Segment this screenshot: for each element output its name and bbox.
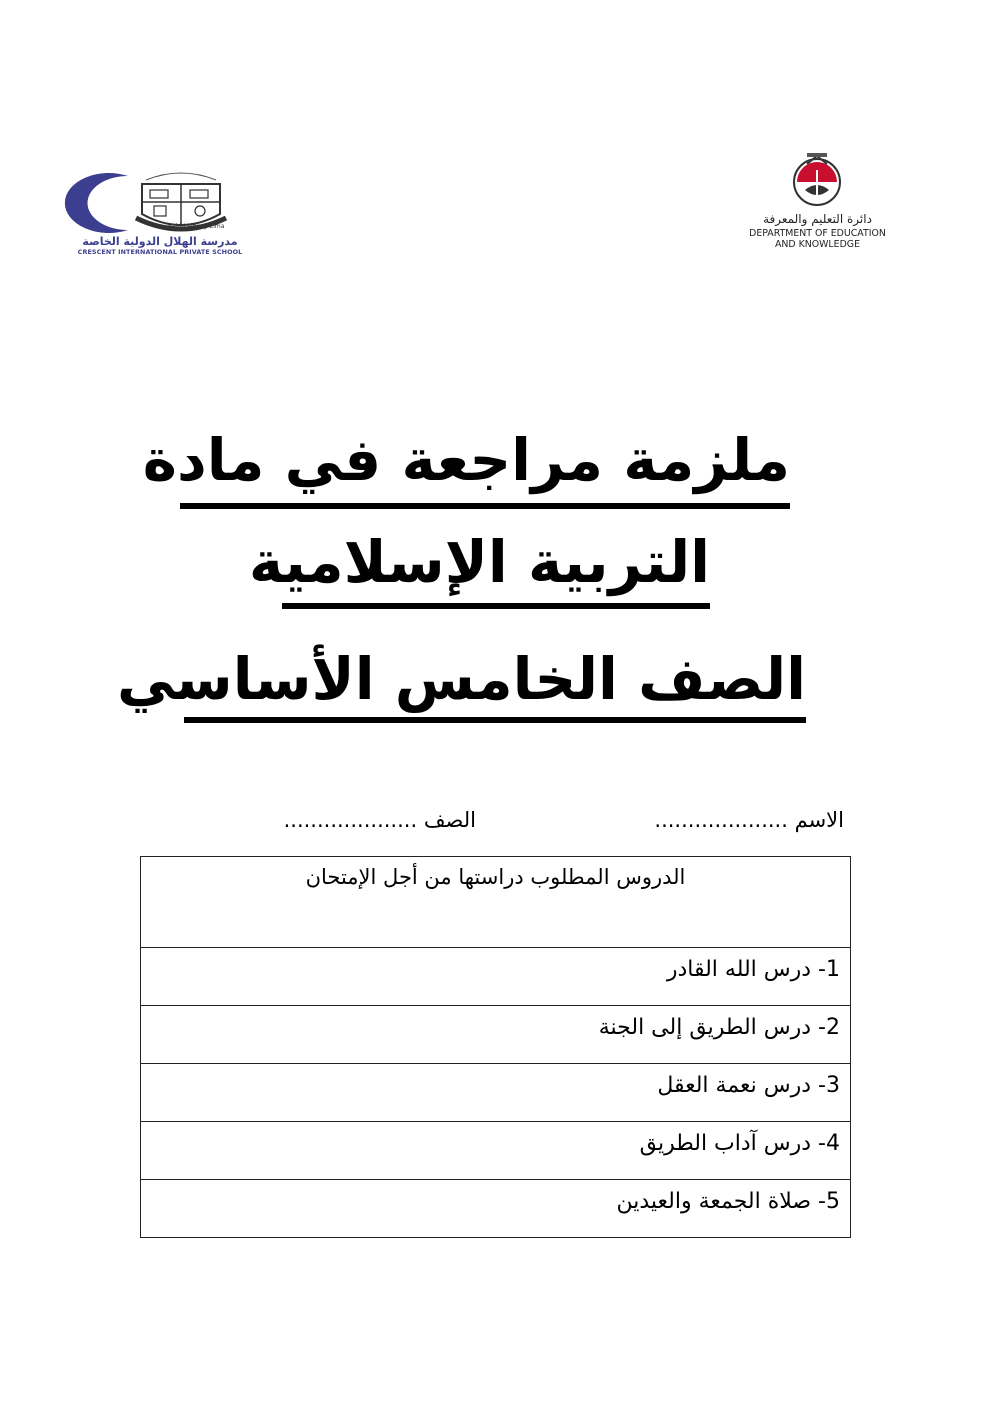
page-title-line1: ملزمة مراجعة في مادة bbox=[142, 426, 790, 494]
table-row bbox=[141, 1122, 851, 1180]
table-header: الدروس المطلوب دراستها من أجل الإمتحان bbox=[141, 857, 851, 948]
title-underline-1 bbox=[180, 503, 790, 509]
school-logo bbox=[50, 170, 272, 260]
department-name-english-line2: AND KNOWLEDGE bbox=[775, 239, 860, 250]
name-label: الاسم bbox=[794, 808, 844, 832]
title-underline-3 bbox=[184, 717, 806, 723]
name-dots: .................... bbox=[654, 808, 788, 832]
name-field[interactable] bbox=[654, 806, 844, 834]
lessons-table bbox=[140, 856, 851, 1238]
lesson-item-3: 3- درس نعمة العقل bbox=[141, 1064, 851, 1122]
table-row bbox=[141, 948, 851, 1006]
table-row bbox=[141, 1006, 851, 1064]
class-dots: .................... bbox=[283, 808, 418, 832]
lesson-item-4: 4- درس آداب الطريق bbox=[141, 1122, 851, 1180]
lesson-item-2: 2- درس الطريق إلى الجنة bbox=[141, 1006, 851, 1064]
page-title-line3: الصف الخامس الأساسي bbox=[116, 645, 806, 713]
department-name-arabic: دائرة التعليم والمعرفة bbox=[763, 212, 872, 226]
class-field[interactable] bbox=[284, 806, 476, 834]
table-row bbox=[141, 1064, 851, 1122]
department-name-english-line1: DEPARTMENT OF EDUCATION bbox=[749, 228, 886, 239]
class-label: الصف bbox=[423, 808, 476, 832]
school-name-english: CRESCENT INTERNATIONAL PRIVATE SCHOOL bbox=[77, 248, 243, 256]
falcon-emblem-icon bbox=[735, 150, 900, 210]
table-header-row bbox=[141, 857, 851, 948]
lesson-item-1: 1- درس الله القادر bbox=[141, 948, 851, 1006]
crescent-emblem-icon bbox=[50, 170, 272, 236]
title-underline-2 bbox=[282, 603, 710, 609]
school-name-arabic: مدرسة الهلال الدولية الخاصة bbox=[82, 235, 238, 248]
department-logo bbox=[735, 150, 900, 260]
table-row bbox=[141, 1180, 851, 1238]
lesson-item-5: 5- صلاة الجمعة والعيدين bbox=[141, 1180, 851, 1238]
page-title-line2: التربية الإسلامية bbox=[248, 528, 710, 596]
school-motto: Rabbi Zidney Elma bbox=[168, 223, 225, 230]
